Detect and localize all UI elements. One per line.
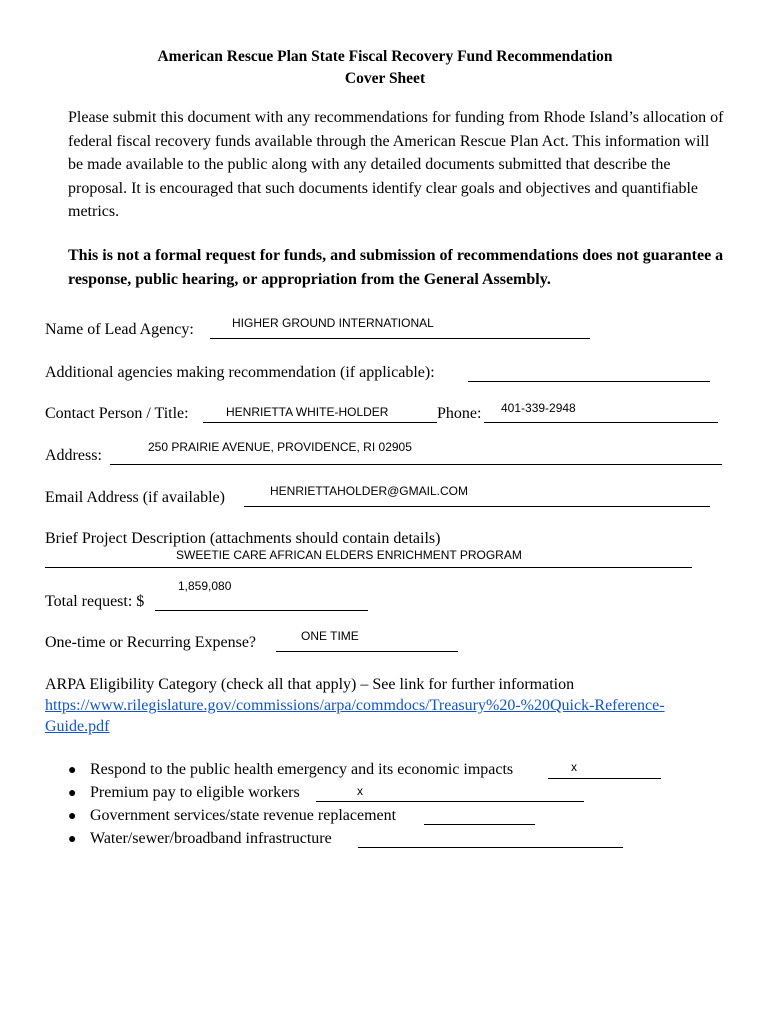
email-label: Email Address (if available) (45, 489, 225, 506)
bullet-icon: ● (68, 786, 77, 801)
email-line (244, 506, 710, 507)
bullet-icon: ● (68, 832, 77, 847)
phone-label: Phone: (437, 405, 482, 422)
notice-paragraph: This is not a formal request for funds, and submission of recommendations does not guarantee a response, public hearing, or appropriation from the General Assembly. (68, 247, 724, 288)
category-infrastructure-check[interactable] (358, 847, 623, 848)
additional-agencies-label: Additional agencies making recommendation (if applicable): (45, 364, 435, 381)
phone-line (484, 422, 718, 423)
lead-agency-line (210, 338, 590, 339)
email-field[interactable]: HENRIETTAHOLDER@GMAIL.COM (270, 484, 468, 498)
category-government-services-check[interactable] (424, 824, 535, 825)
category-government-services-label: Government services/state revenue replacement (90, 807, 397, 824)
bullet-icon: ● (68, 763, 77, 778)
category-public-health-line (548, 778, 661, 779)
document-title: American Rescue Plan State Fiscal Recovery Fund Recommendation (157, 48, 613, 65)
category-premium-pay-line (316, 801, 584, 802)
intro-paragraph: Please submit this document with any recommendations for funding from Rhode Island’s allocation of federal fiscal recovery funds available through the American Rescue Plan Act. This information will be made available to the public along with any detailed documents submitted that describe the proposal. It is encouraged that such documents identify clear goals and objectives and quantifiable metrics. (68, 109, 724, 220)
expense-field[interactable]: ONE TIME (301, 629, 359, 643)
description-field[interactable]: SWEETIE CARE AFRICAN ELDERS ENRICHMENT PROGRAM (176, 548, 522, 562)
document-subtitle: Cover Sheet (344, 70, 426, 87)
category-premium-pay-check[interactable]: x (357, 784, 363, 798)
expense-line (276, 651, 458, 652)
total-request-field[interactable]: 1,859,080 (178, 579, 232, 593)
category-public-health-label: Respond to the public health emergency and its economic impacts (90, 761, 514, 778)
address-label: Address: (45, 447, 102, 464)
phone-field[interactable]: 401-339-2948 (501, 401, 576, 415)
contact-label: Contact Person / Title: (45, 405, 189, 422)
lead-agency-label: Name of Lead Agency: (45, 321, 194, 338)
contact-line (203, 422, 437, 423)
arpa-reference-link-continued[interactable]: Guide.pdf (45, 718, 110, 735)
total-request-line (155, 610, 368, 611)
description-label: Brief Project Description (attachments should contain details) (45, 530, 441, 547)
lead-agency-field[interactable]: HIGHER GROUND INTERNATIONAL (232, 316, 434, 330)
expense-label: One-time or Recurring Expense? (45, 634, 257, 651)
category-premium-pay-label: Premium pay to eligible workers (90, 784, 300, 801)
address-line (110, 464, 722, 465)
arpa-reference-link[interactable]: https://www.rilegislature.gov/commissions/arpa/commdocs/Treasury%20-%20Quick-Reference- (45, 697, 665, 714)
bullet-icon: ● (68, 809, 77, 824)
category-public-health-check[interactable]: x (571, 760, 577, 774)
category-infrastructure-label: Water/sewer/broadband infrastructure (90, 830, 332, 847)
arpa-category-label: ARPA Eligibility Category (check all that apply) – See link for further information (45, 676, 575, 693)
address-field[interactable]: 250 PRAIRIE AVENUE, PROVIDENCE, RI 02905 (148, 440, 412, 454)
total-request-label: Total request: $ (45, 593, 145, 610)
description-line (45, 567, 692, 568)
additional-agencies-field[interactable] (468, 381, 710, 382)
contact-field[interactable]: HENRIETTA WHITE-HOLDER (226, 405, 389, 419)
